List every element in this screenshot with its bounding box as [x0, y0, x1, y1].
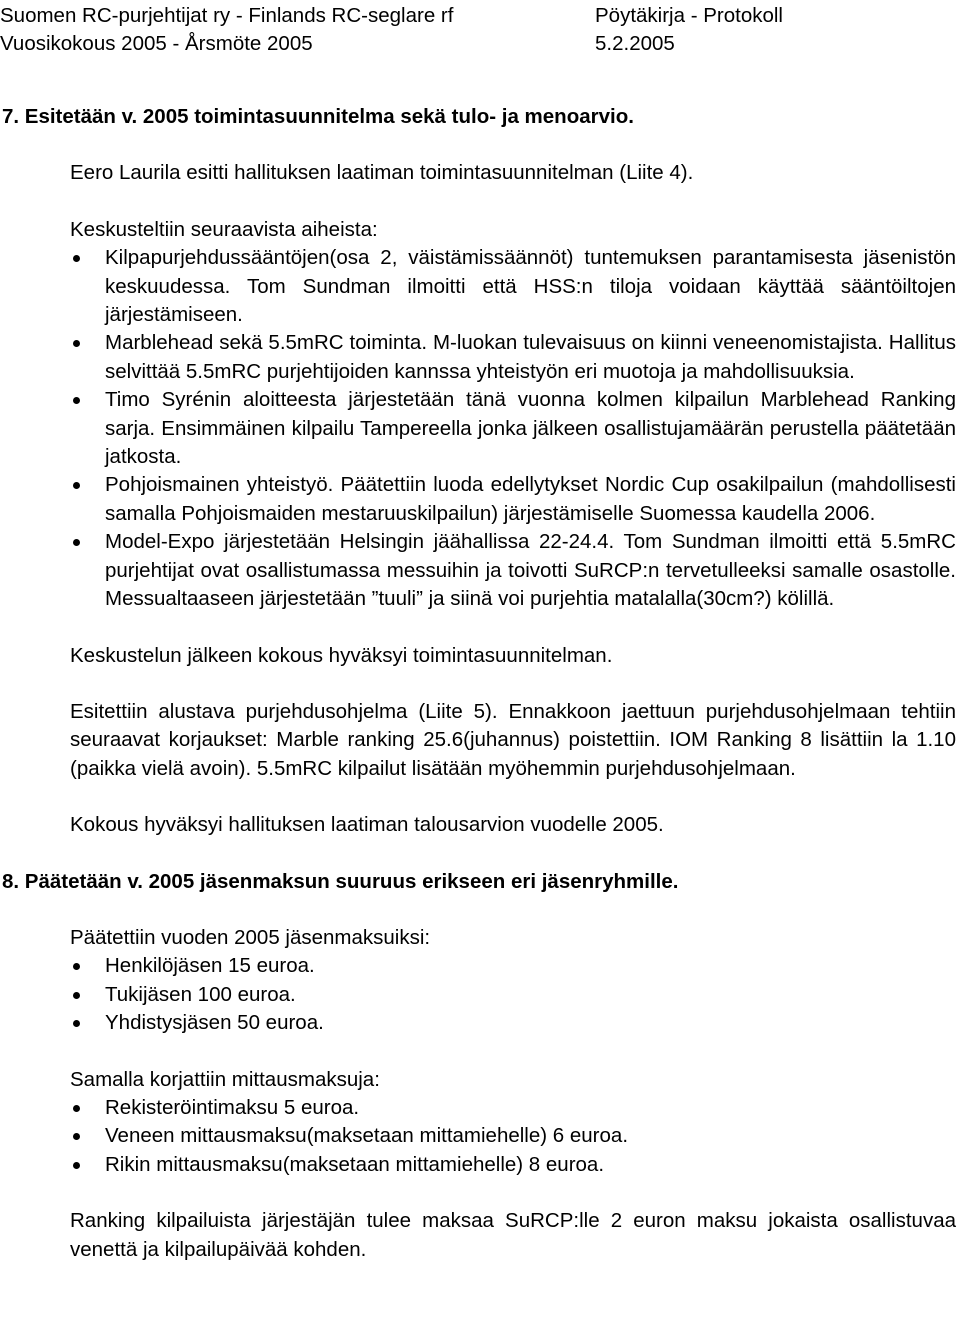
list-item: Yhdistysjäsen 50 euroa. — [105, 1009, 956, 1037]
bullet-icon — [73, 255, 80, 262]
header-meeting: Vuosikokous 2005 - Årsmöte 2005 — [0, 32, 313, 55]
list-item: Marblehead sekä 5.5mRC toiminta. M-luokan tulevaisuus on kiinni veneenomistajista. Hallitus selvittää 5.5mRC purjehtijoiden kannssa yhteistyön eri muotoja ja mahdollisuuksia. — [105, 329, 956, 386]
ranking-fee-paragraph: Ranking kilpailuista järjestäjän tulee maksaa SuRCP:lle 2 euron maksu jokaista osallistuvaa venettä ja kilpailupäivää kohden. — [70, 1209, 956, 1261]
section-7-heading: 7. Esitetään v. 2005 toimintasuunnitelma sekä tulo- ja menoarvio. — [2, 105, 634, 128]
list-item: Veneen mittausmaksu(maksetaan mittamiehelle) 6 euroa. — [105, 1122, 956, 1150]
measure-list — [0, 1094, 960, 1179]
fees-label: Päätettiin vuoden 2005 jäsenmaksuiksi: — [70, 925, 431, 949]
approval-paragraph: Keskustelun jälkeen kokous hyväksyi toimintasuunnitelman. — [70, 643, 613, 667]
list-item: Henkilöjäsen 15 euroa. — [105, 952, 956, 980]
list-item: Model-Expo järjestetään Helsingin jäähallissa 22-24.4. Tom Sundman ilmoitti että 5.5mRC purjehtijat ovat osallistumassa messuihin ja toivotti SuRCP:n tervetulleeksi samalle osastolle. Messualtaaseen järjestetään ”tuuli” ja siinä voi purjehtia matalalla(30cm?) kölillä. — [105, 528, 956, 613]
list-item: Rikin mittausmaksu(maksetaan mittamiehelle) 8 euroa. — [105, 1151, 956, 1179]
header-doc-type: Pöytäkirja - Protokoll — [595, 4, 783, 27]
header-organization: Suomen RC-purjehtijat ry - Finlands RC-seglare rf — [0, 4, 454, 27]
bullet-icon — [73, 482, 80, 489]
topics-label: Keskusteltiin seuraavista aiheista: — [70, 217, 378, 241]
bullet-icon — [73, 1105, 80, 1112]
list-item: Rekisteröintimaksu 5 euroa. — [105, 1094, 956, 1122]
bullet-icon — [73, 1020, 80, 1027]
list-item: Tukijäsen 100 euroa. — [105, 981, 956, 1009]
list-item: Pohjoismainen yhteistyö. Päätettiin luoda edellytykset Nordic Cup osakilpailun (mahdollisesti samalla Pohjoismaiden mestaruuskilpailun) järjestämiselle Suomessa kaudella 2006. — [105, 471, 956, 528]
section-7-intro: Eero Laurila esitti hallituksen laatiman toimintasuunnitelman (Liite 4). — [70, 161, 694, 185]
bullet-icon — [73, 963, 80, 970]
topics-list — [0, 244, 960, 613]
measure-label: Samalla korjattiin mittausmaksuja: — [70, 1067, 380, 1091]
program-paragraph: Esitettiin alustava purjehdusohjelma (Liite 5). Ennakkoon jaettuun purjehdusohjelmaan tehtiin seuraavat korjaukset: Marble ranking 25.6(juhannus) poistettiin. IOM Ranking 8 lisättiin la 1.10 (paikka vielä avoin). 5.5mRC kilpailut lisätään myöhemmin purjehdusohjelmaan. — [70, 699, 956, 780]
bullet-icon — [73, 1162, 80, 1169]
document-body — [0, 103, 960, 1264]
bullet-icon — [73, 397, 80, 404]
bullet-icon — [73, 1133, 80, 1140]
section-8-heading: 8. Päätetään v. 2005 jäsenmaksun suuruus erikseen eri jäsenryhmille. — [2, 869, 679, 893]
list-item: Kilpapurjehdussääntöjen(osa 2, väistämissäännöt) tuntemuksen parantamisesta jäsenistön keskuudessa. Tom Sundman ilmoitti että HSS:n tiloja voidaan käyttää sääntöiltojen järjestämiseen. — [105, 244, 956, 329]
document-header — [0, 0, 960, 56]
budget-paragraph: Kokous hyväksyi hallituksen laatiman talousarvion vuodelle 2005. — [70, 813, 664, 837]
bullet-icon — [73, 340, 80, 347]
list-item: Timo Syrénin aloitteesta järjestetään tänä vuonna kolmen kilpailun Marblehead Ranking sarja. Ensimmäinen kilpailu Tampereella jonka jälkeen osallistujamäärän perustella päätetään jatkosta. — [105, 386, 956, 471]
bullet-icon — [73, 539, 80, 546]
header-date: 5.2.2005 — [595, 32, 675, 55]
fees-list — [0, 952, 960, 1037]
bullet-icon — [73, 992, 80, 999]
